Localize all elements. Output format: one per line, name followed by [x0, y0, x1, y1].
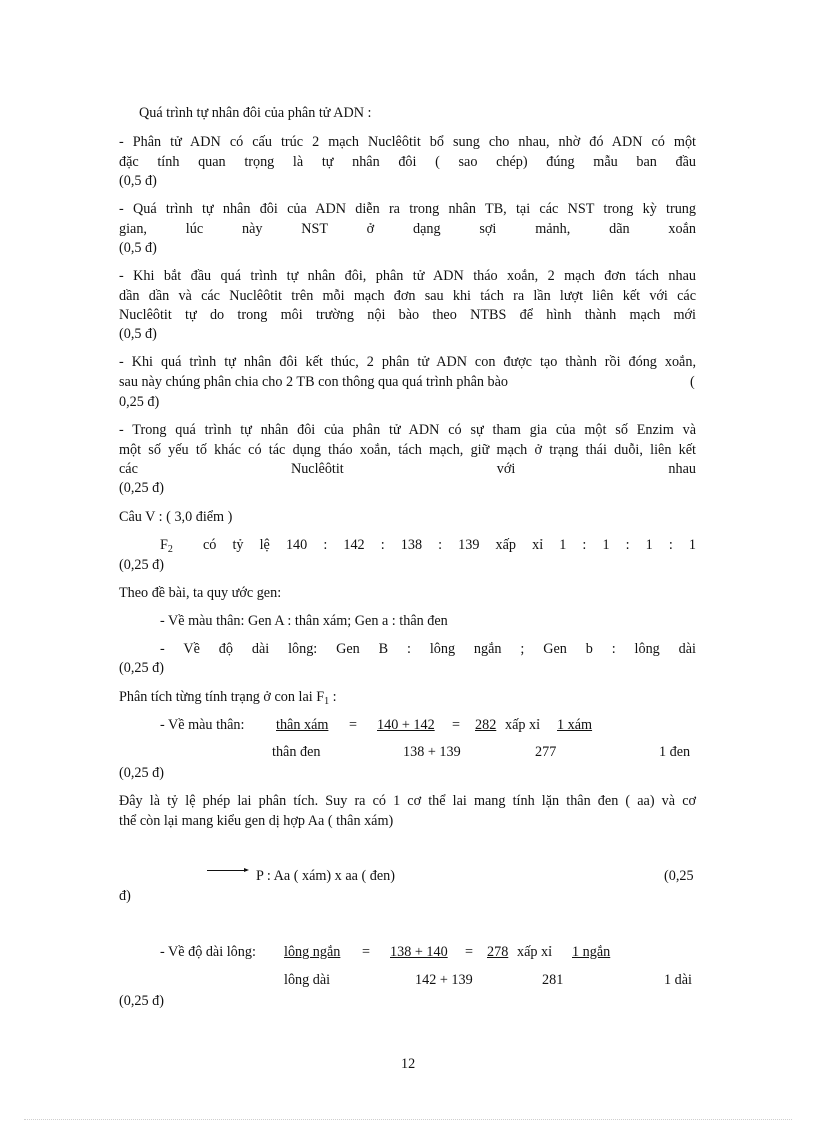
- p5-score: (0,25 đ): [119, 480, 164, 496]
- p1-line-1: - Phân tử ADN có cấu trúc 2 mạch Nuclêôtit bổ sung cho nhau, nhờ đó ADN có một: [119, 134, 696, 150]
- ratio1-num3: 282: [475, 717, 497, 733]
- ratio1-approx: xấp xỉ: [505, 717, 541, 733]
- ratio1-num4: 1 xám: [557, 717, 593, 733]
- heading: Quá trình tự nhân đôi của phân tử ADN :: [139, 105, 372, 121]
- analysis-tail: :: [329, 689, 337, 705]
- ratio1-eq2: =: [452, 717, 461, 733]
- ratio2-num3: 278: [487, 944, 509, 960]
- ratio1-label: - Về màu thân:: [160, 717, 245, 733]
- gene-convention: Theo đề bài, ta quy ước gen:: [119, 585, 282, 601]
- f2-label: [160, 536, 173, 556]
- p4-paren: (: [690, 374, 695, 390]
- ratio2-den1: lông dài: [284, 972, 331, 988]
- p3-line-3: Nuclêôtit tự do trong môi trường nội bào theo NTBS để hình thành mạch mới: [119, 307, 696, 323]
- parent-cross: P : Aa ( xám) x aa ( đen): [256, 868, 395, 884]
- ratio1-den2: 138 + 139: [403, 744, 461, 760]
- ratio2-num4: 1 ngắn: [572, 944, 611, 960]
- p5-line-3: các Nuclêôtit với nhau: [119, 461, 696, 477]
- p3-score: (0,5 đ): [119, 326, 157, 342]
- ratio1-eq1: =: [349, 717, 358, 733]
- testcross-line-2: thể còn lại mang kiểu gen dị hợp Aa ( thân xám): [119, 813, 394, 829]
- testcross-line-1: Đây là tỷ lệ phép lai phân tích. Suy ra có 1 cơ thể lai mang tính lặn thân đen ( aa) và cơ: [119, 793, 696, 809]
- ratio2-den4: 1 dài: [664, 972, 692, 988]
- p4-line-1: - Khi quá trình tự nhân đôi kết thúc, 2 phân tử ADN con được tạo thành rồi đóng xoắn,: [119, 354, 696, 370]
- trait-analysis: [119, 688, 337, 708]
- ratio1-den4: 1 đen: [659, 744, 691, 760]
- cross-score-a: (0,25: [664, 868, 694, 884]
- p3-line-2: dần dần và các Nuclêôtit trên mỗi mạch đơn sau khi tách ra lần lượt liên kết với các: [119, 288, 696, 304]
- ratio2-eq2: =: [465, 944, 474, 960]
- p1-score: (0,5 đ): [119, 173, 157, 189]
- ratio2-num1: lông ngắn: [284, 944, 341, 960]
- f2-sub: 2: [167, 544, 173, 555]
- analysis-text: Phân tích từng tính trạng ở con lai F: [119, 689, 325, 705]
- p2-score: (0,5 đ): [119, 240, 157, 256]
- ratio1-score: (0,25 đ): [119, 765, 164, 781]
- page-number: 12: [401, 1056, 416, 1072]
- ratio1-den1: thân đen: [272, 744, 321, 760]
- hair-length-score: (0,25 đ): [119, 660, 164, 676]
- f2-base: F: [160, 537, 168, 553]
- ratio2-num2: 138 + 140: [390, 944, 448, 960]
- body-color-genes: - Về màu thân: Gen A : thân xám; Gen a : thân đen: [160, 613, 448, 629]
- cross-score-b: đ): [119, 888, 131, 904]
- ratio2-den3: 281: [542, 972, 564, 988]
- page-bottom-border: [24, 1119, 792, 1120]
- f2-score: (0,25 đ): [119, 557, 164, 573]
- ratio1-den3: 277: [535, 744, 557, 760]
- f2-ratio: có tỷ lệ 140 : 142 : 138 : 139 xấp xỉ 1 : 1 : 1 : 1: [203, 537, 696, 553]
- p1-line-2: đặc tính quan trọng là tự nhân đôi ( sao chép) đúng mẫu ban đầu: [119, 154, 696, 170]
- ratio2-approx: xấp xỉ: [517, 944, 553, 960]
- p5-line-1: - Trong quá trình tự nhân đôi của phân tử ADN có sự tham gia của một số Enzim và: [119, 422, 696, 438]
- arrow-right-icon: [207, 870, 247, 871]
- ratio2-score: (0,25 đ): [119, 993, 164, 1009]
- p4-score: 0,25 đ): [119, 394, 160, 410]
- ratio1-num2: 140 + 142: [377, 717, 435, 733]
- ratio2-eq1: =: [362, 944, 371, 960]
- p4-line-2: sau này chúng phân chia cho 2 TB con thông qua quá trình phân bào: [119, 374, 509, 390]
- analysis-sub: 1: [324, 696, 330, 707]
- p2-line-1: - Quá trình tự nhân đôi của ADN diễn ra trong nhân TB, tại các NST trong kỳ trung: [119, 201, 696, 217]
- ratio2-label: - Về độ dài lông:: [160, 944, 256, 960]
- ratio2-den2: 142 + 139: [415, 972, 473, 988]
- p5-line-2: một số yếu tố khác có tác dụng tháo xoắn, tách mạch, giữ mạch ở trạng thái duỗi, liên kết: [119, 442, 696, 458]
- p3-line-1: - Khi bắt đầu quá trình tự nhân đôi, phân tử ADN tháo xoắn, 2 mạch đơn tách nhau: [119, 268, 696, 284]
- ratio1-num1: thân xám: [276, 717, 329, 733]
- p2-line-2: gian, lúc này NST ở dạng sợi mảnh, dãn xoắn: [119, 221, 696, 237]
- hair-length-genes: - Về độ dài lông: Gen B : lông ngắn ; Gen b : lông dài: [160, 641, 696, 657]
- question-5-title: Câu V : ( 3,0 điểm ): [119, 509, 233, 525]
